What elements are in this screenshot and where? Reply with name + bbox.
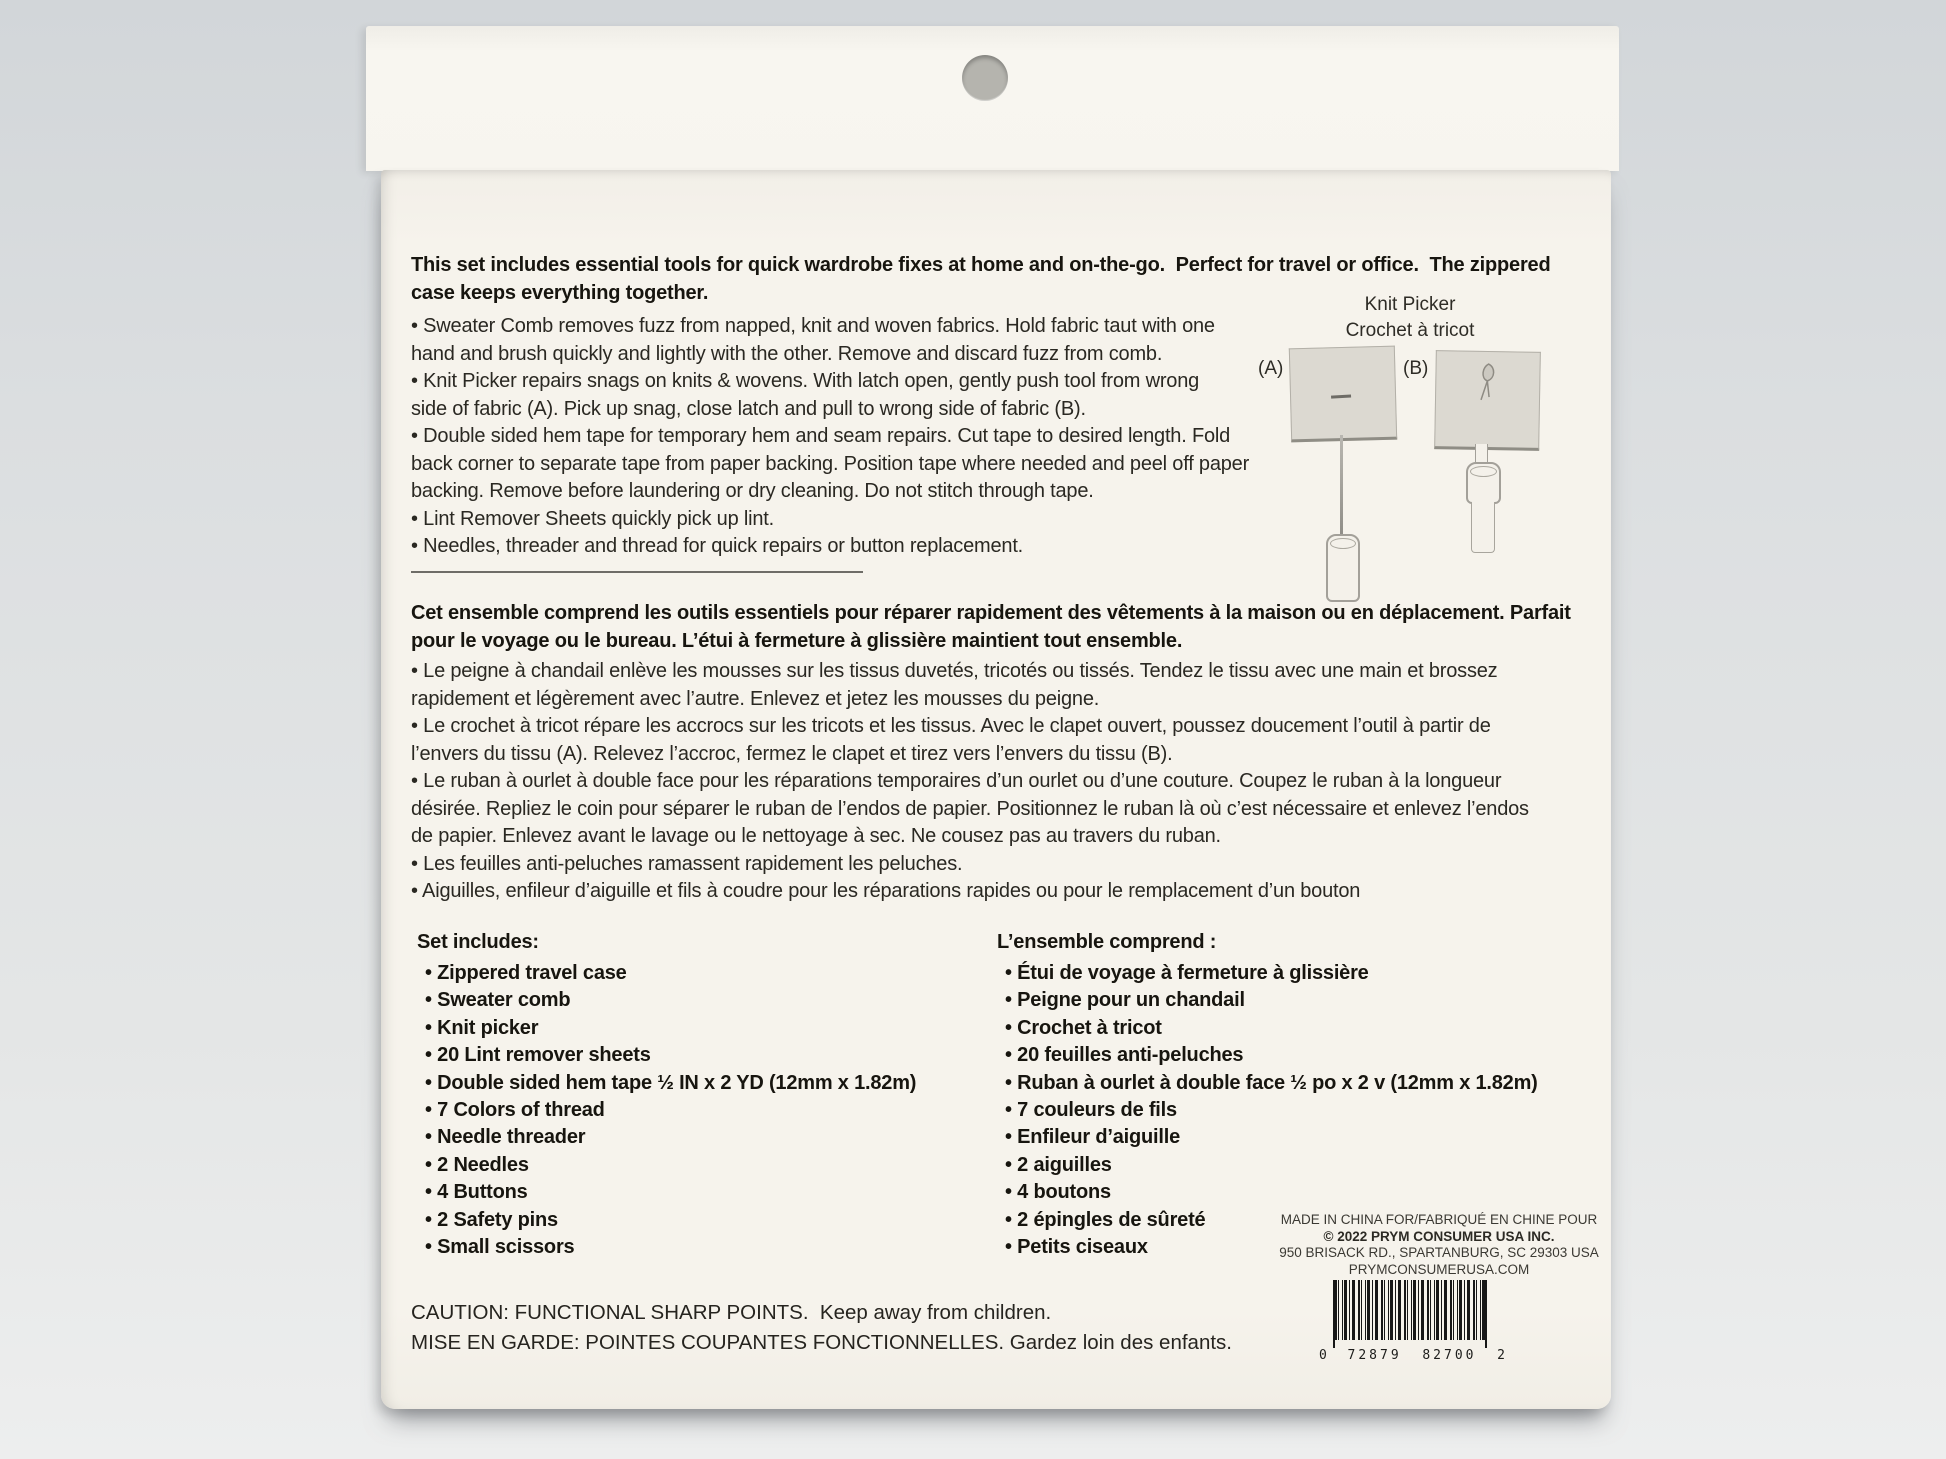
text-line: • Small scissors [425,1236,575,1259]
text-line: • Knit Picker repairs snags on knits & wovens. With latch open, gently push tool from wrong [411,370,1200,392]
pulled-snag-loop-icon [1474,362,1501,404]
text-line: • 2 Safety pins [425,1208,558,1231]
knit-picker-needle-illustration [1340,435,1343,537]
package-back-panel [381,170,1611,1409]
caution-line-fr: MISE EN GARDE: POINTES COUPANTES FONCTIONNELLES. Gardez loin des enfants. [411,1331,1232,1354]
text-line: l’envers du tissu (A). Relevez l’accroc, fermez le clapet et tirez vers l’envers du tissu (B). [411,742,1173,765]
website-line: PRYMCONSUMERUSA.COM [1348,1261,1530,1277]
diagram-label-a: (A) [1258,358,1284,379]
made-in-line: MADE IN CHINA FOR/FABRIQUÉ EN CHINE POUR [1280,1212,1598,1227]
text-line: de papier. Enlevez avant le lavage ou le nettoyage à sec. Ne cousez pas au travers du ruban. [411,825,1221,847]
barcode-digits [1319,1348,1505,1363]
french-instructions-list [411,658,1529,906]
text-line: • Knit picker [425,1016,539,1039]
text-line: case keeps everything together. [411,281,709,304]
text-line: • 7 Colors of thread [425,1099,605,1122]
text-line: • Le peigne à chandail enlève les mousses sur les tissus duvetés, tricotés ou tissés. Tendez le tissu avec une main et brossez [411,660,1498,682]
knit-picker-handle-b-illustration [1466,462,1501,504]
fabric-swatch-a-illustration [1289,346,1397,443]
text-line: • Ruban à ourlet à double face ½ po x 2 v (12mm x 1.82m) [1005,1071,1538,1094]
text-line: • 2 épingles de sûreté [1005,1208,1206,1231]
set-includes-heading: Set includes: [417,931,539,953]
text-line: rapidement et légèrement avec l’autre. Enlevez et jetez les mousses du peigne. [411,687,1100,710]
text-line: • 4 Buttons [425,1181,528,1204]
text-line: hand and brush quickly and lightly with the other. Remove and discard fuzz from comb. [411,342,1163,365]
text-line: This set includes essential tools for quick wardrobe fixes at home and on-the-go. Perfect for travel or office. The zippered [411,254,1551,276]
hang-hole [962,55,1008,101]
barcode-group-1: 72879 [1347,1348,1402,1363]
text-line: • Sweater comb [425,989,571,1012]
text-line: • Enfileur d’aiguille [1005,1126,1181,1149]
text-line: • Peigne pour un chandail [1005,989,1245,1012]
upc-barcode [1319,1280,1505,1363]
caution-line-en: CAUTION: FUNCTIONAL SHARP POINTS. Keep away from children. [411,1301,1052,1324]
text-line: • Le ruban à ourlet à double face pour les réparations temporaires d’un ourlet ou d’une couture. Coupez le ruban à la longueur [411,770,1502,792]
barcode-right-digit: 2 [1497,1348,1505,1363]
diagram-label-b: (B) [1403,358,1429,379]
barcode-bars [1335,1280,1487,1340]
text-line: backing. Remove before laundering or dry cleaning. Do not stitch through tape. [411,480,1094,502]
text-line: • Needle threader [425,1126,586,1149]
text-line: • Zippered travel case [425,962,627,984]
text-line: • Lint Remover Sheets quickly pick up lint. [411,507,775,530]
snag-slit-icon [1331,394,1351,398]
french-intro-paragraph [411,600,1571,655]
barcode-group-2: 82700 [1422,1348,1477,1363]
fabric-swatch-b-illustration [1434,350,1541,451]
text-line: • 20 feuilles anti-peluches [1005,1044,1244,1067]
text-line: • Needles, threader and thread for quick repairs or button replacement. [411,535,1024,557]
knit-picker-handle-a-illustration [1326,534,1360,602]
text-line: • Crochet à tricot [1005,1016,1162,1039]
set-includes-list [425,960,916,1261]
text-line: Cet ensemble comprend les outils essentiels pour réparer rapidement des vêtements à la maison ou en déplacement. Parfait [411,602,1571,624]
text-line: • Aiguilles, enfileur d’aiguille et fils à coudre pour les réparations rapides ou pour le remplacement d’un bouton [411,880,1361,902]
text-line: • Petits ciseaux [1005,1236,1148,1259]
text-line: side of fabric (A). Pick up snag, close latch and pull to wrong side of fabric (B). [411,397,1086,420]
text-line: • 20 Lint remover sheets [425,1044,651,1067]
text-line: • Double sided hem tape ½ IN x 2 YD (12mm x 1.82m) [425,1071,917,1094]
text-line: • Sweater Comb removes fuzz from napped, knit and woven fabrics. Hold fabric taut with one [411,315,1215,337]
text-line: désirée. Repliez le coin pour séparer le ruban de l’endos de papier. Positionnez le ruban là où c’est nécessaire et enlevez l’endos [411,797,1529,820]
copyright-line: © 2022 PRYM CONSUMER USA INC. [1323,1228,1555,1244]
text-line: • Le crochet à tricot répare les accrocs sur les tricots et les tissus. Avec le clapet ouvert, poussez doucement l’outil à partir de [411,715,1491,737]
text-line: • Les feuilles anti-peluches ramassent rapidement les peluches. [411,852,963,875]
diagram-title [1260,292,1560,344]
text-line: pour le voyage ou le bureau. L’étui à fermeture à glissière maintient tout ensemble. [411,629,1183,652]
diagram-title-en: Knit Picker [1364,294,1456,315]
section-divider-line [411,571,863,573]
ensemble-comprend-heading: L’ensemble comprend : [997,931,1217,953]
knit-picker-handle-b-lower-illustration [1471,502,1495,553]
manufacturer-info [1274,1212,1604,1278]
barcode-left-digit: 0 [1319,1348,1327,1363]
address-line: 950 BRISACK RD., SPARTANBURG, SC 29303 USA [1279,1245,1599,1260]
text-line: • Étui de voyage à fermeture à glissière [1005,962,1369,984]
text-line: • 4 boutons [1005,1181,1111,1204]
text-line: • 7 couleurs de fils [1005,1099,1177,1122]
text-line: • Double sided hem tape for temporary hem and seam repairs. Cut tape to desired length. Fold [411,425,1231,447]
text-line: back corner to separate tape from paper backing. Position tape where needed and peel off paper [411,452,1250,475]
text-line: • 2 aiguilles [1005,1153,1112,1176]
caution-block [411,1298,1232,1358]
diagram-title-fr: Crochet à tricot [1345,320,1475,341]
text-line: • 2 Needles [425,1153,529,1176]
english-instructions-list [411,313,1249,561]
